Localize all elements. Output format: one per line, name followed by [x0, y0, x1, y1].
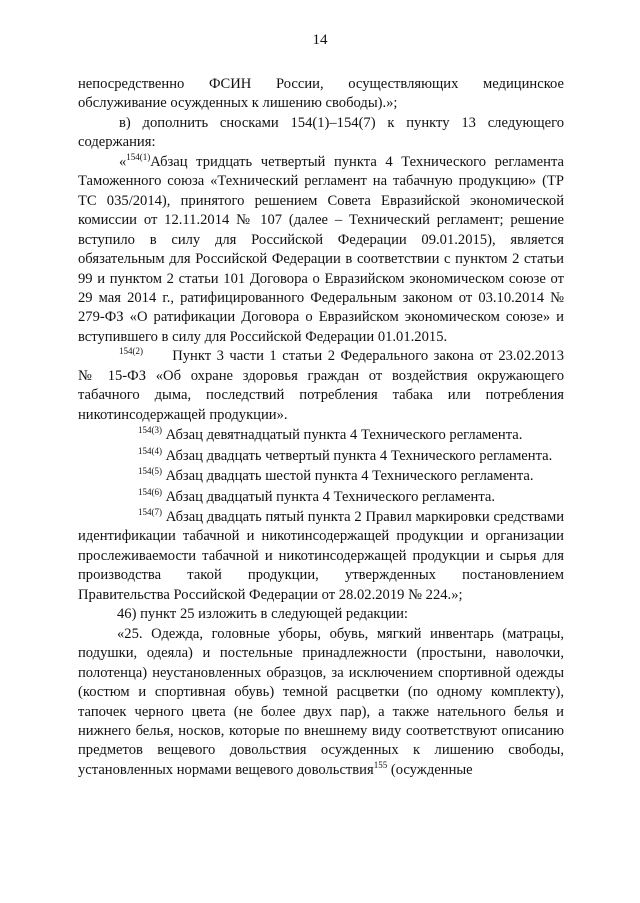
footnote-154-7: $^{154(7)}$ Абзац двадцать пятый пункта 2 Правил маркировки средствами идентификации табачной и никотинсодержащей продукции и организации прослеживаемости табачной и никотинсодержащей продукции и сырья для производства такой продукции, утвержденных постановлением Правительства Российской Федерации от 28.02.2019 № 224.»;	[78, 506, 564, 603]
footnote-marker: 154(3)	[138, 425, 162, 436]
footnote-154-2: $^{154(2)}$ Пункт 3 части 1 статьи 2 Федерального закона от 23.02.2013 № 15-ФЗ «Об охране здоровья граждан от воздействия окружающего табачного дыма, последствий потребления табака или потребления никотинсодержащей продукции».	[78, 346, 564, 423]
document-body	[78, 75, 564, 780]
footnote-154-5: $^{154(5)}$ Абзац двадцать шестой пункта 4 Технического регламента.	[138, 466, 534, 485]
paragraph-item-25: «25. Одежда, головные уборы, обувь, мягкий инвентарь (матрацы, подушки, одеяла) и постельные принадлежности (простыни, наволочки, полотенца) неустановленных образцов, за исключением спортивной одежды (костюм и спортивная обувь) темной расцветки (по одному комплекту), тапочек черного цвета (не более двух пар), а также нательного белья и нижнего белья, носков, которые по внешнему виду соответствуют описанию предметов вещевого довольствия осужденных к лишению свободы, установленных нормами вещевого довольствия$^{155}$ (осужденные	[78, 625, 564, 778]
footnote-154-6: $^{154(6)}$ Абзац двадцатый пункта 4 Технического регламента.	[138, 486, 496, 505]
footnote-marker: 155	[373, 759, 388, 770]
paragraph-item-46: 46) пункт 25 изложить в следующей редакции:	[117, 606, 408, 623]
footnote-marker: 154(4)	[138, 445, 162, 456]
paragraph-continuation: непосредственно ФСИН России, осуществляющих медицинское обслуживание осужденных к лишению свободы).»;	[78, 76, 564, 112]
footnote-marker: 154(5)	[138, 466, 162, 477]
footnote-154-3: $^{154(3)}$ Абзац девятнадцатый пункта 4 Технического регламента.	[138, 425, 523, 444]
footnote-marker: 154(6)	[138, 486, 162, 497]
footnote-marker: 154(1)	[126, 151, 151, 162]
footnote-marker: 154(2)	[119, 346, 143, 357]
paragraph-add-footnotes: в) дополнить сносками 154(1)–154(7) к пункту 13 следующего содержания:	[78, 114, 564, 151]
footnote-154-1: «$^{154(1)}$Абзац тридцать четвертый пункта 4 Технического регламента Таможенного союза «Технический регламент на табачную продукцию» (ТР ТС 035/2014), принятого решением Совета Евразийской экономической комиссии от 12.11.2014 № 107 (далее – Технический регламент; решение вступило в силу для Российской Федерации 09.01.2015), является обязательным для Российской Федерации в соответствии с пунктом 2 статьи 99 и пунктом 2 статьи 101 Договора о Евразийском экономическом союзе от 29 мая 2014 г., ратифицированного Федеральным законом от 03.10.2014 № 279-ФЗ «О ратификации Договора о Евразийском экономическом союзе» и вступившего в силу для Российской Федерации 01.01.2015.	[78, 151, 564, 345]
footnote-marker: 154(7)	[138, 506, 162, 517]
page-number: 14	[312, 32, 328, 48]
footnote-154-4: $^{154(4)}$ Абзац двадцать четвертый пункта 4 Технического регламента.	[138, 445, 553, 464]
